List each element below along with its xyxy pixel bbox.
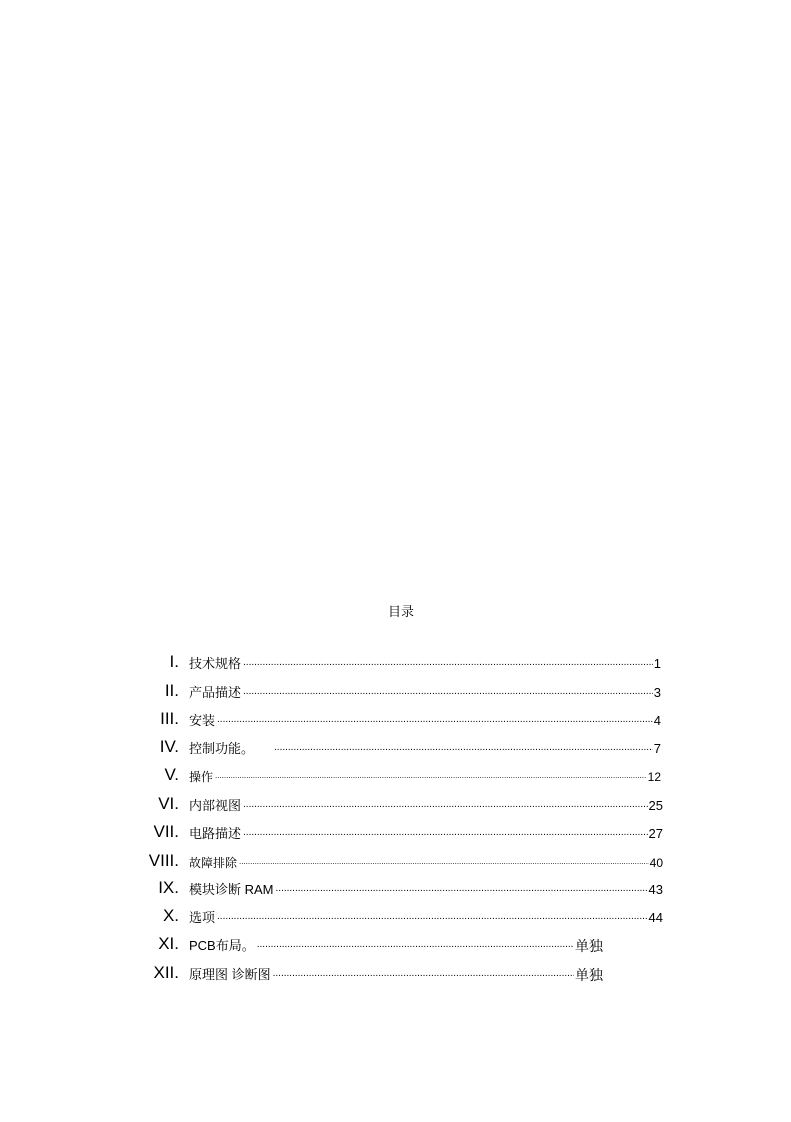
toc-dot-leader <box>217 713 653 727</box>
toc-entry-number: VII. <box>153 822 179 841</box>
toc-entry-page: 单独 <box>575 938 603 954</box>
toc-entry-number: VI. <box>158 794 179 813</box>
toc-entry-number: X. <box>162 906 179 925</box>
toc-entry-6[interactable] <box>158 792 663 814</box>
toc-entry-number: V. <box>164 765 179 784</box>
toc-entry-10[interactable] <box>162 904 663 926</box>
toc-entry-7[interactable] <box>153 820 663 842</box>
toc-entry-8[interactable] <box>148 849 663 871</box>
toc-entry-page: 4 <box>653 713 661 728</box>
toc-entry-number: XI. <box>158 934 179 953</box>
toc-entry-12[interactable] <box>153 961 603 983</box>
toc-entry-label: 操作 <box>189 770 214 784</box>
toc-entry-page: 44 <box>648 910 663 925</box>
toc-entry-label: 电路描述 <box>189 826 242 841</box>
toc-dot-leader <box>243 798 648 812</box>
toc-entry-2[interactable] <box>164 679 661 701</box>
toc-entry-page: 25 <box>648 798 663 813</box>
toc-entry-3[interactable] <box>160 707 661 729</box>
toc-dot-leader <box>274 741 653 755</box>
toc-entry-label: 产品描述 <box>189 685 242 700</box>
toc-entry-page: 7 <box>653 741 661 756</box>
toc-entry-1[interactable] <box>169 650 661 672</box>
toc-entry-label: 模块诊断 RAM <box>189 882 274 897</box>
toc-dot-leader <box>257 938 574 952</box>
toc-entry-label: 技术规格 <box>189 656 242 671</box>
toc-entry-number: XII. <box>153 963 179 982</box>
toc-entry-page: 43 <box>648 882 663 897</box>
toc-entry-number: VIII. <box>148 851 179 870</box>
toc-dot-leader <box>215 769 647 783</box>
toc-entry-page: 3 <box>653 685 661 700</box>
toc-entry-label: 内部视图 <box>189 798 242 813</box>
toc-dot-leader <box>243 685 653 699</box>
toc-entry-page: 1 <box>653 656 661 671</box>
toc-entry-label: 故障排除 <box>189 856 238 870</box>
toc-entry-page: 27 <box>648 826 663 841</box>
toc-entry-page: 单独 <box>575 967 603 983</box>
toc-entry-number: IV. <box>159 737 179 756</box>
toc-dot-leader <box>239 855 649 869</box>
toc-entry-5[interactable] <box>164 763 661 785</box>
toc-title: 目录 <box>387 604 414 619</box>
toc-entry-4[interactable] <box>159 735 661 757</box>
toc-entry-label: 选项 <box>189 910 216 925</box>
toc-dot-leader <box>243 826 648 840</box>
toc-dot-leader <box>217 910 648 924</box>
toc-entry-label: 控制功能。 <box>189 741 255 756</box>
toc-entry-number: IX. <box>158 878 179 897</box>
toc-entry-page: 12 <box>647 770 661 784</box>
toc-entry-number: II. <box>164 681 179 700</box>
toc-entry-number: III. <box>160 709 179 728</box>
toc-entry-label: PCB布局。 <box>189 938 255 953</box>
toc-entry-page: 40 <box>649 856 663 870</box>
toc-entry-label: 原理图 诊断图 <box>189 967 271 982</box>
toc-entry-9[interactable] <box>158 876 663 898</box>
toc-dot-leader <box>273 967 574 981</box>
toc-entry-number: I. <box>169 652 179 671</box>
toc-dot-leader <box>276 882 648 896</box>
toc-entry-label: 安装 <box>189 713 216 728</box>
toc-dot-leader <box>243 656 653 670</box>
toc-entry-11[interactable] <box>158 932 603 954</box>
